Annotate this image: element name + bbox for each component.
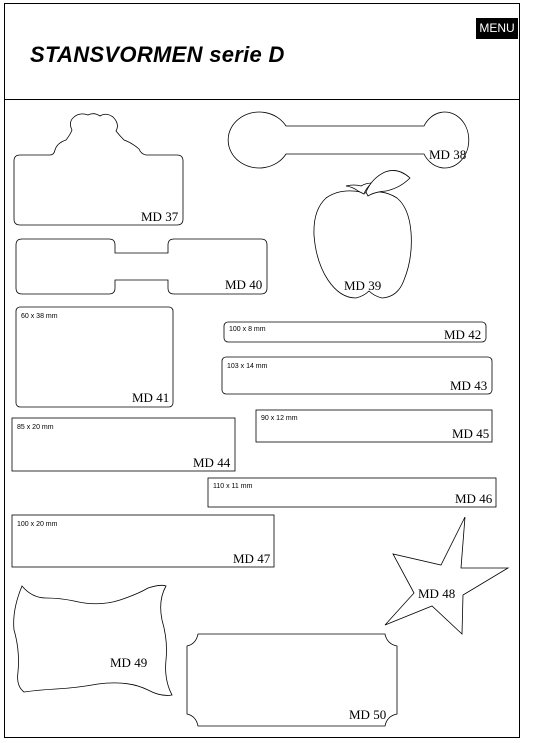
shape-md39[interactable] (314, 170, 411, 298)
md38-label: MD 38 (429, 147, 467, 162)
md42-label: MD 42 (444, 327, 482, 342)
shape-md40[interactable] (16, 239, 267, 294)
md50-label: MD 50 (349, 707, 387, 722)
shape-md49[interactable] (14, 585, 172, 695)
shape-md37[interactable] (14, 114, 183, 225)
page-title: STANSVORMEN serie D (30, 42, 285, 67)
shape-md42[interactable] (224, 322, 486, 342)
md41-size: 60 x 38 mm (21, 313, 58, 320)
md45-label: MD 45 (452, 426, 490, 441)
shape-md44[interactable] (12, 418, 235, 471)
md44-size: 85 x 20 mm (17, 424, 54, 431)
md49-label: MD 49 (110, 655, 148, 670)
md37-label: MD 37 (141, 209, 179, 224)
shape-md38[interactable] (228, 112, 469, 168)
md40-label: MD 40 (225, 277, 263, 292)
md46-size: 110 x 11 mm (213, 483, 253, 490)
shape-md46[interactable] (208, 478, 496, 507)
md47-label: MD 47 (233, 551, 271, 566)
md41-label: MD 41 (132, 390, 170, 405)
md45-size: 90 x 12 mm (261, 415, 298, 422)
md46-label: MD 46 (455, 491, 493, 506)
md44-label: MD 44 (193, 455, 231, 470)
menu-button[interactable]: MENU (476, 18, 518, 39)
md43-label: MD 43 (450, 378, 488, 393)
shape-md48[interactable] (385, 517, 508, 634)
md43-size: 103 x 14 mm (227, 363, 268, 370)
shape-md45[interactable] (256, 410, 492, 442)
md48-label: MD 48 (418, 586, 456, 601)
md47-size: 100 x 20 mm (17, 521, 58, 528)
md42-size: 100 x 8 mm (229, 326, 266, 333)
shape-md41[interactable] (16, 307, 173, 407)
md39-label: MD 39 (344, 278, 382, 293)
shape-md43[interactable] (222, 357, 492, 394)
shape-md50[interactable] (187, 634, 397, 726)
shape-md47[interactable] (12, 515, 274, 567)
